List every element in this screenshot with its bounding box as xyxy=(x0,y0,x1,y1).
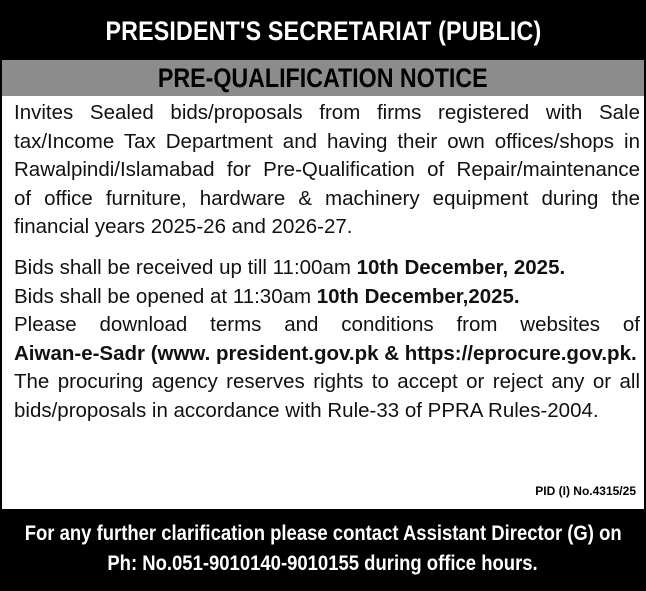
intro-line-3: Rawalpindi/Islamabad for Pre-Qualification of Repair/maintenance xyxy=(14,158,640,182)
intro-line-5: financial years 2025-26 and 2026-27. xyxy=(14,215,353,239)
footer-banner xyxy=(2,509,644,589)
subheader-banner xyxy=(2,60,644,96)
rights-line-2: bids/proposals in accordance with Rule-33 of PPRA Rules-2004. xyxy=(14,398,599,422)
pid-number: PID (I) No.4315/25 xyxy=(535,484,636,498)
intro-line-1: Invites Sealed bids/proposals from firms registered with Sale xyxy=(14,101,640,124)
websites-line xyxy=(14,340,640,369)
header-banner xyxy=(2,2,644,60)
download-line: Please download terms and conditions from websites of xyxy=(14,313,640,337)
bids-received-date: 10th December, 2025. xyxy=(356,255,566,279)
intro-line-2: tax/Income Tax Department and having their own offices/shops in xyxy=(14,129,640,153)
websites-text: Aiwan-e-Sadr (www. president.gov.pk & https://eprocure.gov.pk. xyxy=(14,341,637,365)
notice-organization-title: PRESIDENT'S SECRETARIAT (PUBLIC) xyxy=(105,15,541,46)
notice-body xyxy=(14,99,640,426)
notice-type-title: PRE-QUALIFICATION NOTICE xyxy=(158,62,488,93)
bids-received-line xyxy=(14,254,640,283)
bids-opened-line xyxy=(14,283,640,312)
rights-line-1: The procuring agency reserves rights to accept or reject any or all xyxy=(14,370,640,394)
footer-contact-line: For any further clarification please contact Assistant Director (G) on xyxy=(24,522,622,545)
intro-line-4: of office furniture, hardware & machinery equipment during the xyxy=(14,186,640,210)
bids-received-text: Bids shall be received up till 11:00am xyxy=(14,255,357,279)
bids-opened-text: Bids shall be opened at 11:30am xyxy=(14,284,317,308)
bids-opened-date: 10th December,2025. xyxy=(316,284,520,308)
footer-phone-line: Ph: No.051-9010140-9010155 during office hours. xyxy=(107,552,539,575)
